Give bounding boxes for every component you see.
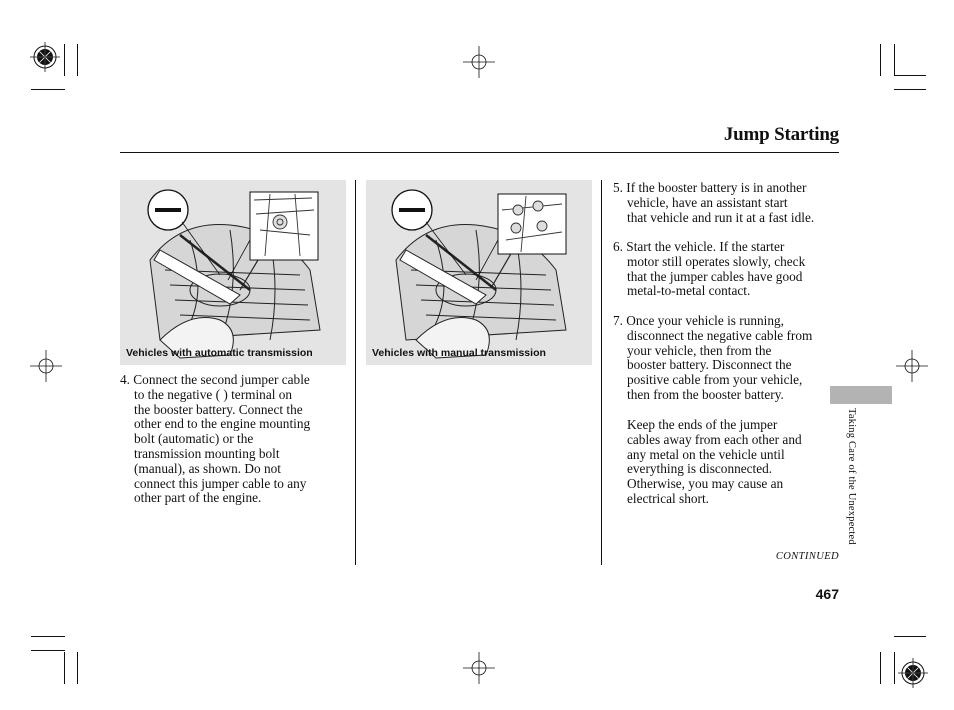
step-6: 6. Start the vehicle. If the starter motor still operates slowly, check that the jumper cables have good metal-to-metal contact.: [613, 239, 806, 299]
step-5: 5. If the booster battery is in another vehicle, have an assistant start that vehicle and run it at a fast idle.: [613, 180, 815, 225]
crosshair-icon: [463, 46, 495, 78]
crosshair-icon: [30, 350, 62, 382]
continued-label: CONTINUED: [775, 551, 839, 562]
section-label: Taking Care of the Unexpected: [846, 408, 857, 545]
engine-illustration: [120, 180, 346, 365]
step-7: 7. Once your vehicle is running, disconnect the negative cable from your vehicle, then from the booster battery. Disconnect the positive cable from your vehicle, then from the booster battery.: [613, 313, 813, 402]
title-rule: [120, 152, 839, 153]
section-tab: [830, 386, 892, 404]
safety-note: Keep the ends of the jumper cables away from each other and any metal on the vehicle until everything is disconnected. Otherwise, you may cause an electrical short.: [627, 417, 802, 506]
figure-caption: Vehicles with manual transmission: [372, 347, 546, 359]
figure-manual-transmission: [366, 180, 592, 365]
figure-automatic-transmission: [120, 180, 346, 365]
step-4: 4. Connect the second jumper cable to the negative ( ) terminal on the booster battery. Connect the other end to the engine mounting bolt (automatic) or the transmission mounting bolt (manual), as shown. Do not connect this jumper cable to any other part of the engine.: [120, 372, 311, 506]
registration-target-icon: [898, 658, 928, 688]
figure-caption: Vehicles with automatic transmission: [126, 347, 313, 359]
column-divider: [601, 180, 602, 565]
crosshair-icon: [463, 652, 495, 684]
crosshair-icon: [896, 350, 928, 382]
registration-target-icon: [30, 42, 60, 72]
engine-illustration: [366, 180, 592, 365]
page-number: 467: [815, 586, 839, 602]
page-title: Jump Starting: [723, 124, 839, 145]
